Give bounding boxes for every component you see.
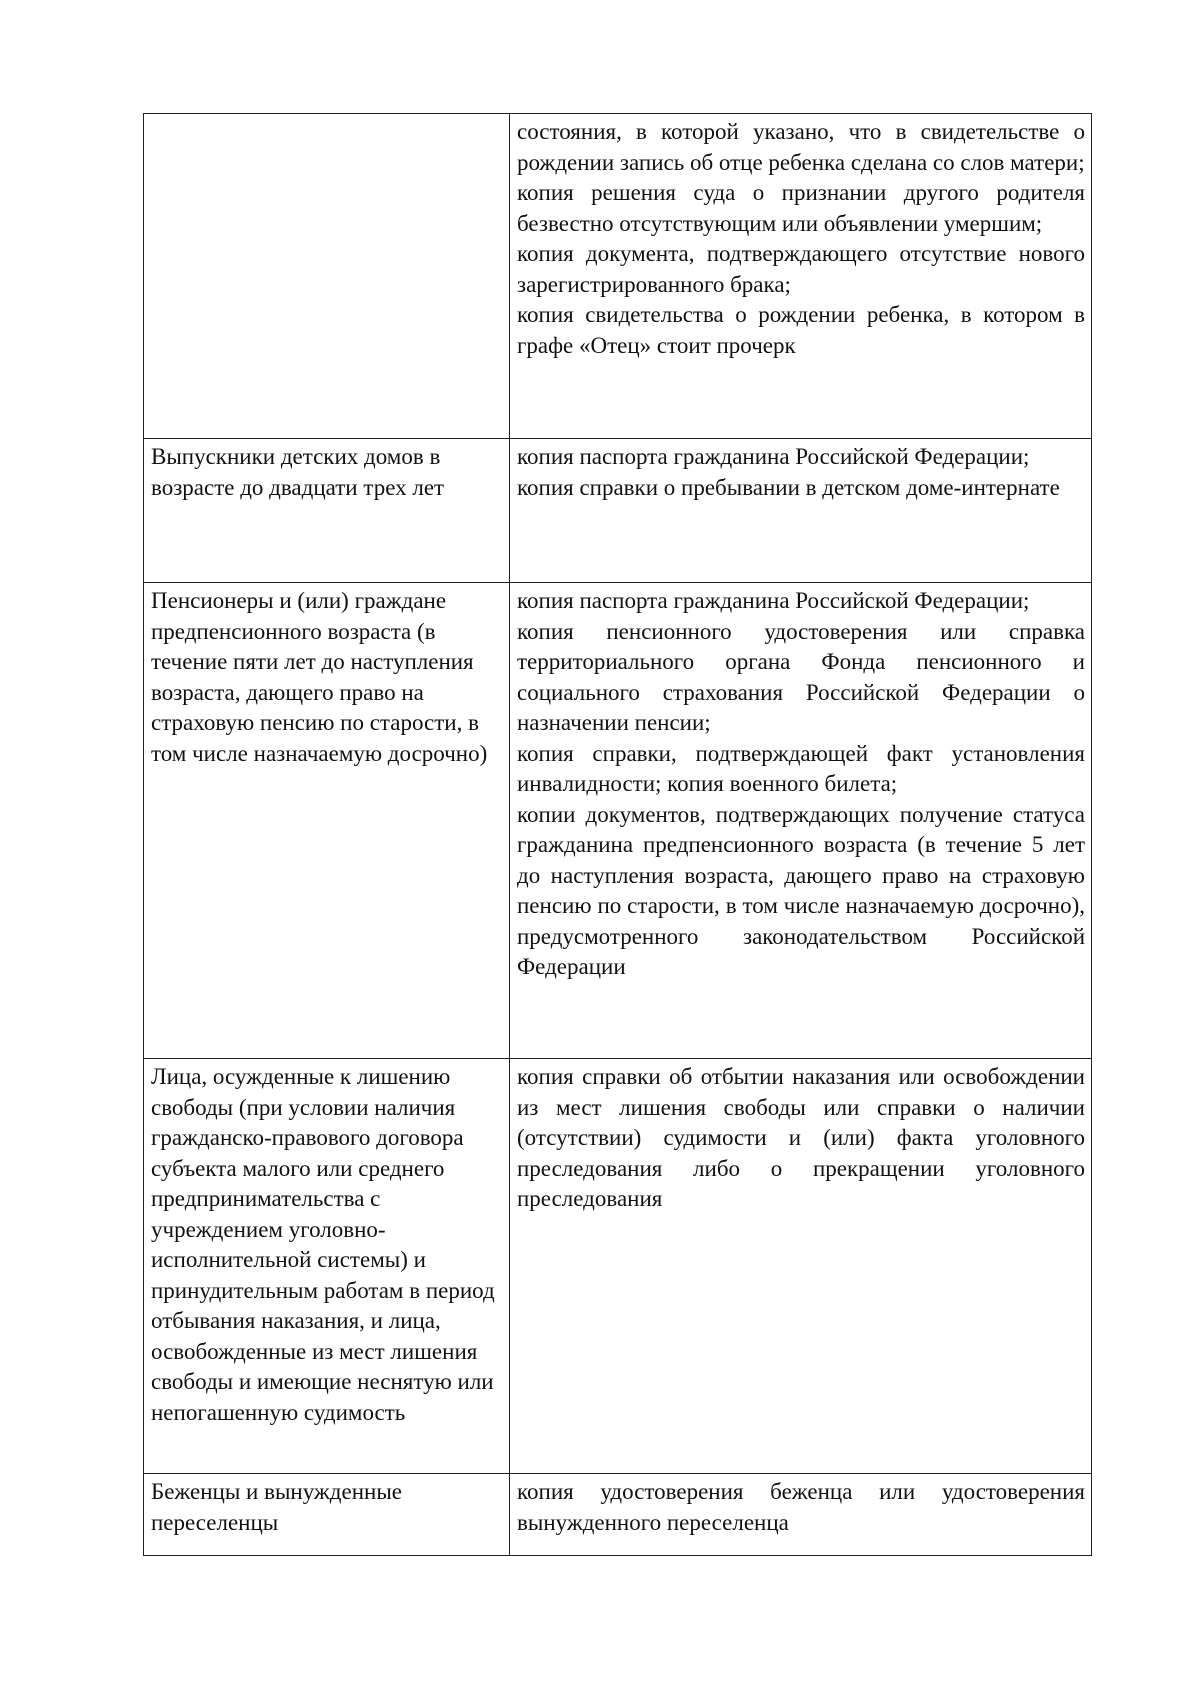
category-cell: Выпускники детских домов в возрасте до двадцати трех лет	[144, 439, 510, 583]
document-item: копия документа, подтверждающего отсутствие нового зарегистрированного брака;	[517, 241, 1085, 297]
document-item: копия решения суда о признании другого родителя безвестно отсутствующим или объявлении умершим;	[517, 180, 1085, 236]
document-item: копия удостоверения беженца или удостоверения вынужденного переселенца	[517, 1479, 1085, 1535]
documents-cell	[510, 439, 1092, 583]
document-item: копия справки о пребывании в детском доме-интернате	[517, 474, 1060, 500]
category-cell: Пенсионеры и (или) граждане предпенсионного возраста (в течение пяти лет до наступления возраста, дающего право на страховую пенсию по старости, в том числе назначаемую досрочно)	[144, 583, 510, 1059]
documents-cell	[510, 1474, 1092, 1556]
category-cell: Лица, осужденные к лишению свободы (при условии наличия гражданско-правового договора субъекта малого или среднего предпринимательства с учреждением уголовно-исполнительной системы) и принудительным работам в период отбывания наказания, и лица, освобожденные из мест лишения свободы и имеющие неснятую или непогашенную судимость	[144, 1059, 510, 1474]
document-item: состояния, в которой указано, что в свидетельстве о рождении запись об отце ребенка сделана со слов матери;	[517, 119, 1085, 175]
category-cell	[144, 114, 510, 439]
table-row	[144, 583, 1092, 1059]
documents-cell	[510, 114, 1092, 439]
document-item: копия свидетельства о рождении ребенка, в котором в графе «Отец» стоит прочерк	[517, 302, 1085, 358]
table-row	[144, 1059, 1092, 1474]
table-row	[144, 114, 1092, 439]
table-row	[144, 1474, 1092, 1556]
document-item: копия паспорта гражданина Российской Федерации;	[517, 444, 1030, 469]
document-item: копия справки об отбытии наказания или освобождении из мест лишения свободы или справки о наличии (отсутствии) судимости и (или) факта уголовного преследования либо о прекращении уголовного преследования	[517, 1064, 1085, 1211]
document-item: копия паспорта гражданина Российской Федерации;	[517, 588, 1030, 613]
category-cell: Беженцы и вынужденные переселенцы	[144, 1474, 510, 1556]
document-item: копия пенсионного удостоверения или справка территориального органа Фонда пенсионного и социального страхования Российской Федерации о назначении пенсии;	[517, 618, 1085, 735]
document-item: копия справки, подтверждающей факт установления инвалидности; копия военного билета;	[517, 740, 1085, 796]
document-item: копии документов, подтверждающих получение статуса гражданина предпенсионного возраста (в течение 5 лет до наступления возраста, дающего право на страховую пенсию по старости, в том числе назначаемую досрочно), предусмотренного законодательством Российской Федерации	[517, 801, 1085, 979]
documents-table	[143, 113, 1092, 1556]
documents-cell	[510, 1059, 1092, 1474]
table-row	[144, 439, 1092, 583]
documents-cell	[510, 583, 1092, 1059]
